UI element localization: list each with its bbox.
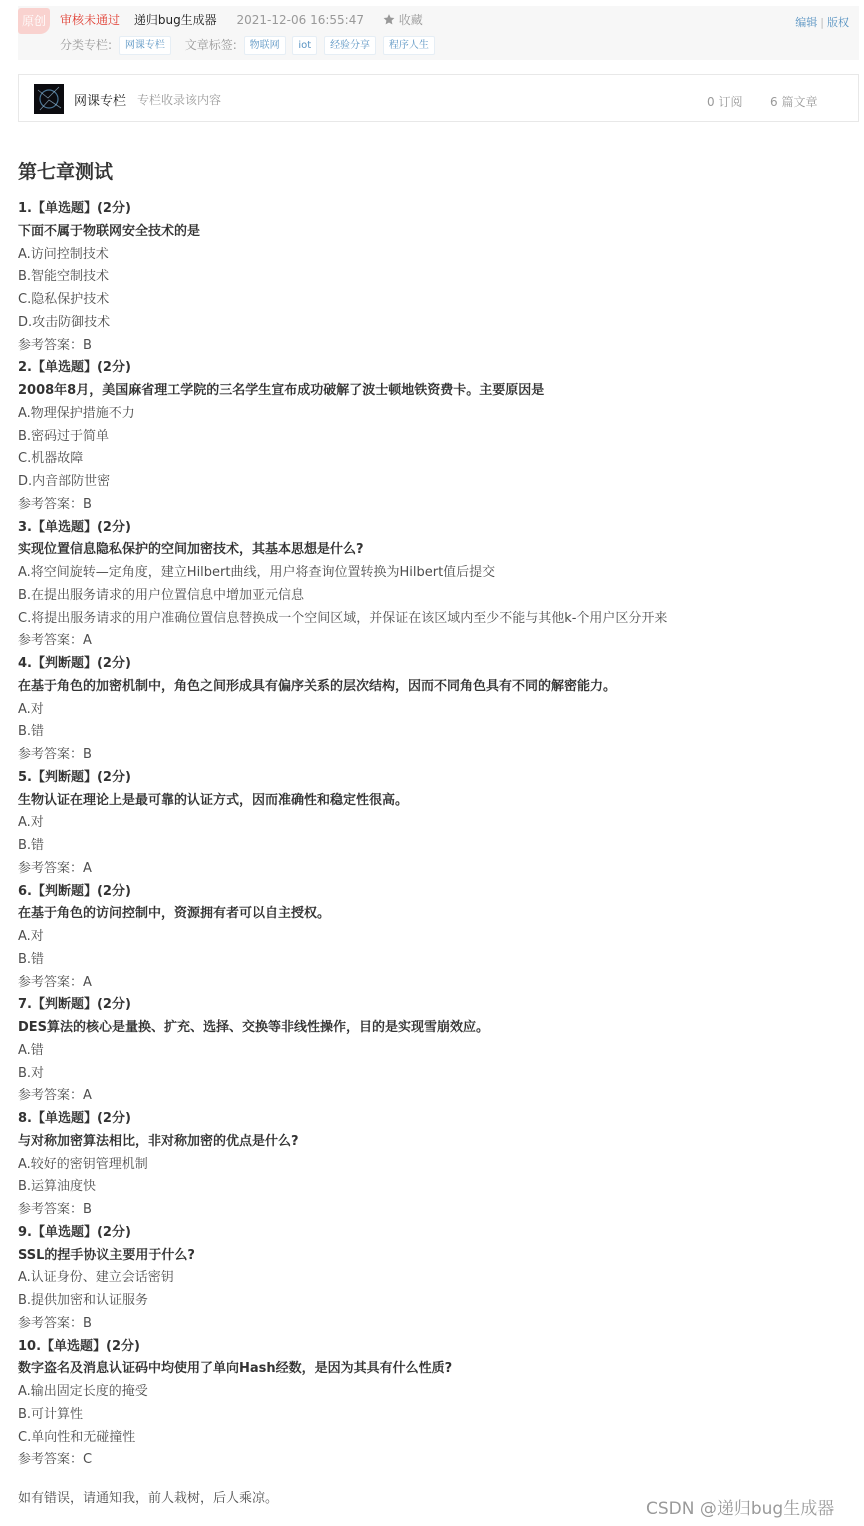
meta-info-row [60,12,423,28]
answer-line: 参考答案：A [18,860,92,876]
review-status: 审核未通过 [60,13,121,27]
option-line: C.单向性和无碰撞性 [18,1429,136,1445]
question-text: 生物认证在理论上是最可靠的认证方式，因而准确性和稳定性很高。 [18,792,409,808]
tag-iot-cn[interactable]: 物联网 [244,36,286,55]
column-avatar [34,84,64,114]
option-line: B.错 [18,951,45,967]
answer-line: 参考答案：A [18,1088,92,1104]
author-name[interactable]: 递归bug生成器 [133,13,217,27]
question-text: 数字盗名及消息认证码中均使用了单向Hash经数，是因为其具有什么性质? [18,1361,453,1377]
option-line: B.运算油度快 [18,1179,97,1195]
tag-iot[interactable]: iot [292,36,317,55]
favorite-button[interactable] [382,13,423,27]
question-header: 8.【单选题】(2分) [18,1111,131,1126]
copyright-link[interactable]: 版权 [827,16,849,29]
option-line: B.在提出服务请求的用户位置信息中增加亚元信息 [18,587,305,603]
question-header: 6.【判断题】(2分) [18,883,131,899]
closing-note: 如有错误，请通知我，前人栽树，后人乘凉。 [18,1491,279,1506]
question-header: 10.【单选题】(2分) [18,1338,140,1354]
option-line: D.攻击防御技术 [18,314,111,330]
question-text: 下面不属于物联网安全技术的是 [18,223,201,239]
column-articles: 6 篇文章 [770,95,818,109]
option-line: A.物理保护措施不力 [18,405,135,421]
option-line: A.对 [18,701,44,717]
watermark: CSDN @递归bug生成器 [646,1499,835,1519]
column-subscriptions: 0 订阅 [707,95,743,109]
question-header: 2.【单选题】(2分) [18,360,131,376]
answer-line: 参考答案：B [18,1202,92,1217]
chapter-title: 第七章测试 [18,161,114,183]
tags-label: 文章标签: [184,38,237,52]
question-header: 7.【判断题】(2分) [18,997,131,1013]
original-badge: 原创 [18,8,50,34]
option-line: A.认证身份、建立会话密钥 [18,1270,174,1286]
column-card[interactable] [18,74,859,122]
tag-experience[interactable]: 经验分享 [324,36,376,55]
option-line: A.较好的密钥管理机制 [18,1156,148,1172]
question-text: 在基于角色的加密机制中，角色之间形成具有偏序关系的层次结构，因而不同角色具有不同的解密能力。 [18,678,617,694]
category-label: 分类专栏: [60,38,113,52]
option-line: D.内音部防世密 [18,474,111,489]
question-header: 1.【单选题】(2分) [18,201,131,216]
separator: | [820,16,824,29]
option-line: C.机器故障 [18,451,84,467]
question-text: 2008年8月，美国麻省理工学院的三名学生宣布成功破解了波士顿地铁资费卡。主要原因是 [18,383,545,398]
favorite-label: 收藏 [398,13,423,27]
option-line: C.将提出服务请求的用户准确位置信息替换成一个空间区域，并保证在该区域内至少不能与其他k-个用户区分开来 [18,610,668,626]
option-line: C.隐私保护技术 [18,292,110,307]
answer-line: 参考答案：B [18,496,92,512]
question-text: SSL的捏手协议主要用于什么? [18,1247,195,1263]
option-line: B.提供加密和认证服务 [18,1293,149,1308]
edit-link[interactable]: 编辑 [795,16,818,29]
question-header: 5.【判断题】(2分) [18,769,131,785]
option-line: A.对 [18,815,44,831]
answer-line: 参考答案：B [18,747,92,762]
option-line: A.对 [18,929,44,944]
answer-line: 参考答案：A [18,633,92,649]
star-icon [382,13,396,26]
question-text: DES算法的核心是量换、扩充、选择、交换等非线性操作，目的是实现雪崩效应。 [18,1020,490,1035]
answer-line: 参考答案：A [18,974,92,990]
question-header: 3.【单选题】(2分) [18,519,131,535]
publish-time: 2021-12-06 16:55:47 [236,13,364,27]
option-line: B.错 [18,724,45,740]
category-tags-row [60,35,435,55]
question-text: 实现位置信息隐私保护的空间加密技术，其基本思想是什么? [18,542,364,558]
answer-line: 参考答案：B [18,1315,92,1331]
question-header: 4.【判断题】(2分) [18,656,131,671]
column-name[interactable]: 网课专栏 [74,94,127,109]
option-line: A.将空间旋转—定角度，建立Hilbert曲线，用户将查询位置转换为Hilbert值后提交 [18,565,496,580]
category-tag[interactable]: 网课专栏 [119,36,171,55]
question-text: 在基于角色的访问控制中，资源拥有者可以自主授权。 [18,906,331,922]
answer-line: 参考答案：B [18,337,92,353]
option-line: A.访问控制技术 [18,246,109,262]
meta-actions [795,14,849,30]
question-header: 9.【单选题】(2分) [18,1224,131,1240]
tag-programmer-life[interactable]: 程序人生 [383,36,435,55]
option-line: B.智能空制技术 [18,269,110,285]
option-line: B.错 [18,838,45,853]
option-line: A.输出固定长度的掩受 [18,1384,148,1399]
option-line: B.对 [18,1065,45,1081]
option-line: B.密码过于简单 [18,428,110,444]
option-line: A.错 [18,1042,44,1058]
option-line: B.可计算性 [18,1406,84,1422]
question-text: 与对称加密算法相比，非对称加密的优点是什么? [18,1133,299,1149]
column-desc: 专栏收录该内容 [137,93,222,107]
answer-line: 参考答案：C [18,1452,93,1468]
article-meta-bar [18,6,859,60]
article-content [18,198,848,1472]
